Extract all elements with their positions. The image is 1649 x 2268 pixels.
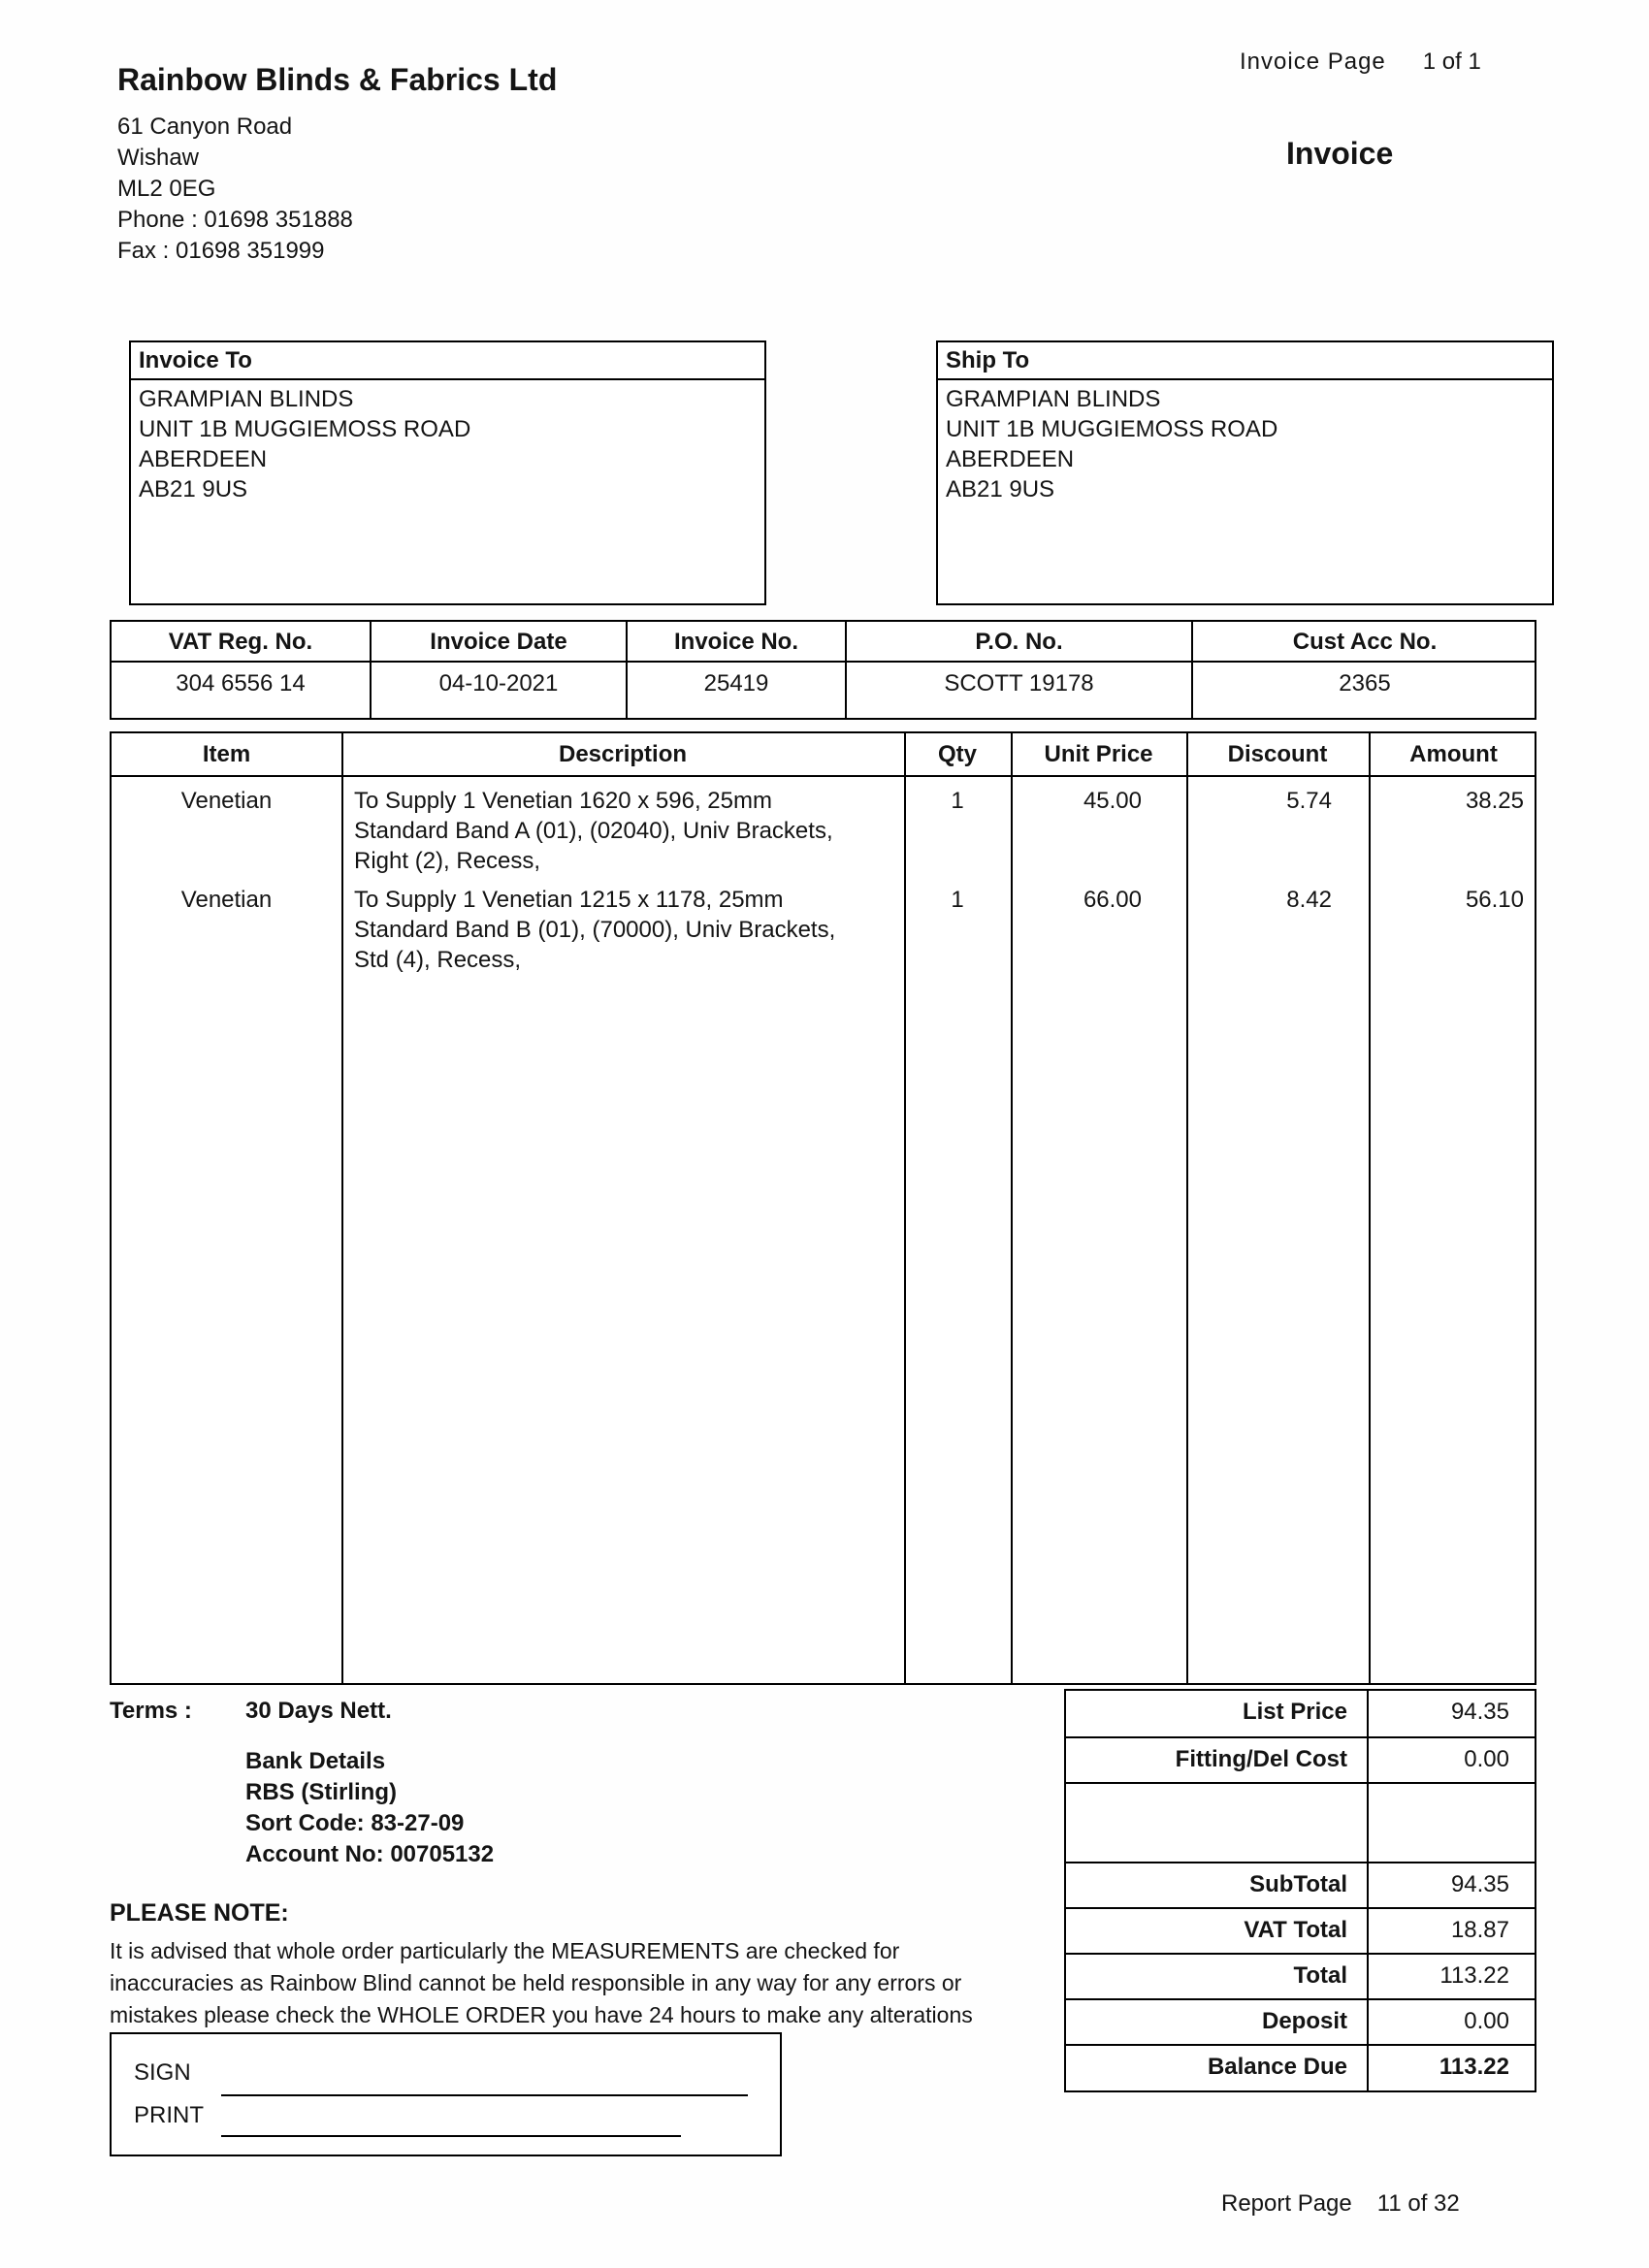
items-table-header [112, 733, 1535, 777]
amount-column-header: Amount [1409, 740, 1498, 767]
balance-due-value: 113.22 [1439, 2054, 1509, 2080]
report-page-value: 11 of 32 [1376, 2190, 1460, 2217]
unit-price-column-header: Unit Price [1044, 740, 1153, 767]
invoice-to-box [129, 340, 766, 605]
ship-to-line: AB21 9US [946, 476, 1055, 502]
bank-account-no: Account No: 00705132 [245, 1841, 495, 1867]
invoice-to-label: Invoice To [131, 342, 764, 380]
company-address-line2: Wishaw [117, 145, 200, 171]
print-line [221, 2135, 681, 2137]
ship-to-line: ABERDEEN [946, 446, 1075, 472]
invoice-to-address [131, 380, 764, 508]
item-description-cell [341, 786, 904, 876]
invoice-date-value: 04-10-2021 [372, 663, 628, 718]
item-discount-cell: 5.74 [1286, 788, 1332, 814]
totals-row-subtotal [1066, 1862, 1535, 1907]
company-name: Rainbow Blinds & Fabrics Ltd [117, 62, 558, 97]
description-line: Std (4), Recess, [354, 947, 522, 973]
sign-line [221, 2094, 748, 2096]
item-unit-price-cell: 66.00 [1083, 887, 1142, 913]
cust-acc-value: 2365 [1339, 670, 1391, 697]
discount-column-header: Discount [1227, 740, 1328, 767]
invoice-page-value: 1 of 1 [1422, 49, 1481, 75]
bank-sort-code: Sort Code: 83-27-09 [245, 1810, 465, 1836]
invoice-info-table [110, 620, 1536, 720]
item-qty-cell: 1 [951, 788, 964, 814]
company-fax: Fax : 01698 351999 [117, 238, 325, 264]
company-phone: Phone : 01698 351888 [117, 207, 353, 233]
totals-row-list-price [1066, 1691, 1535, 1736]
invoice-title: Invoice [1286, 136, 1394, 171]
items-column-divider [904, 733, 906, 1683]
description-line: Standard Band B (01), (70000), Univ Brackets, [354, 917, 836, 943]
balance-due-label: Balance Due [1066, 2046, 1369, 2090]
item-qty-cell: 1 [951, 887, 964, 913]
company-address-line1: 61 Canyon Road [117, 113, 293, 140]
please-note-title: PLEASE NOTE: [110, 1899, 289, 1927]
company-address [117, 112, 557, 267]
ship-to-line: UNIT 1B MUGGIEMOSS ROAD [946, 416, 1278, 442]
totals-row-fitting-del-cost [1066, 1736, 1535, 1782]
signature-box [110, 2032, 782, 2156]
print-label: PRINT [134, 2102, 204, 2128]
items-column-divider [1369, 733, 1371, 1683]
list-price-label: List Price [1066, 1691, 1369, 1736]
total-label: Total [1066, 1955, 1369, 1998]
table-row [112, 876, 1535, 975]
bank-details-title: Bank Details [245, 1748, 386, 1774]
items-table [110, 731, 1536, 1685]
sign-label: SIGN [134, 2059, 191, 2086]
item-type-cell: Venetian [180, 788, 273, 814]
ship-to-box [936, 340, 1554, 605]
invoice-no-header: Invoice No. [628, 622, 847, 663]
item-discount-cell: 8.42 [1286, 887, 1332, 913]
total-value: 113.22 [1439, 1962, 1509, 1989]
invoice-to-line: UNIT 1B MUGGIEMOSS ROAD [139, 416, 471, 442]
totals-row-deposit [1066, 1998, 1535, 2044]
vat-total-value: 18.87 [1450, 1917, 1509, 1943]
items-column-divider [1186, 733, 1188, 1683]
vat-total-label: VAT Total [1066, 1909, 1369, 1953]
terms-label: Terms : [110, 1698, 192, 1724]
totals-row-vat-total [1066, 1907, 1535, 1953]
vat-reg-value: 304 6556 14 [112, 663, 372, 718]
totals-row-balance-due [1066, 2044, 1535, 2090]
ship-to-label: Ship To [938, 342, 1552, 380]
ship-to-line: GRAMPIAN BLINDS [946, 386, 1161, 412]
item-unit-price-cell: 45.00 [1083, 788, 1142, 814]
items-column-divider [1011, 733, 1013, 1683]
vat-reg-header: VAT Reg. No. [112, 622, 372, 663]
description-line: To Supply 1 Venetian 1620 x 596, 25mm [354, 788, 772, 814]
invoice-to-line: GRAMPIAN BLINDS [139, 386, 354, 412]
list-price-value: 94.35 [1450, 1699, 1509, 1725]
subtotal-label: SubTotal [1066, 1863, 1369, 1907]
totals-table [1064, 1689, 1536, 2092]
please-note-body: It is advised that whole order particularly the MEASUREMENTS are checked for inaccuracies as Rainbow Blind cannot be held responsible in any way for any errors or mistakes please check the WHOLE ORDER you have 24 hours to make any alterations [110, 1938, 973, 2027]
deposit-label: Deposit [1066, 2000, 1369, 2044]
table-row [112, 777, 1535, 876]
item-amount-cell: 38.25 [1465, 788, 1524, 814]
cust-acc-header: Cust Acc No. [1193, 622, 1536, 663]
invoice-page-label: Invoice Page [1240, 49, 1386, 75]
report-page-label: Report Page [1221, 2190, 1352, 2217]
bank-name: RBS (Stirling) [245, 1779, 397, 1805]
company-address-line3: ML2 0EG [117, 176, 216, 202]
item-column-header: Item [202, 740, 251, 767]
invoice-to-line: AB21 9US [139, 476, 248, 502]
invoice-info-value-row [112, 663, 1535, 718]
items-column-divider [341, 733, 343, 1683]
description-line: Standard Band A (01), (02040), Univ Brackets, [354, 818, 833, 844]
item-type-cell: Venetian [180, 887, 273, 913]
bank-details [245, 1746, 494, 1870]
subtotal-value: 94.35 [1450, 1871, 1509, 1897]
ship-to-address [938, 380, 1552, 508]
po-no-header: P.O. No. [847, 622, 1193, 663]
deposit-value: 0.00 [1464, 2008, 1509, 2034]
qty-column-header: Qty [937, 740, 977, 767]
report-page-indicator [1221, 2190, 1460, 2218]
fitting-del-cost-label: Fitting/Del Cost [1066, 1738, 1369, 1782]
invoice-info-header-row [112, 622, 1535, 663]
totals-row-total [1066, 1953, 1535, 1998]
invoice-date-header: Invoice Date [372, 622, 628, 663]
fitting-del-cost-value: 0.00 [1464, 1746, 1509, 1772]
invoice-to-line: ABERDEEN [139, 446, 268, 472]
description-line: To Supply 1 Venetian 1215 x 1178, 25mm [354, 887, 784, 913]
terms-value: 30 Days Nett. [245, 1698, 392, 1724]
description-column-header: Description [558, 740, 688, 767]
invoice-page-indicator [1240, 49, 1481, 76]
item-description-cell [341, 885, 904, 975]
item-amount-cell: 56.10 [1465, 887, 1524, 913]
description-line: Right (2), Recess, [354, 848, 541, 874]
po-no-value: SCOTT 19178 [847, 663, 1193, 718]
invoice-no-value: 25419 [628, 663, 847, 718]
company-header [117, 62, 557, 267]
totals-spacer-row [1066, 1782, 1535, 1862]
